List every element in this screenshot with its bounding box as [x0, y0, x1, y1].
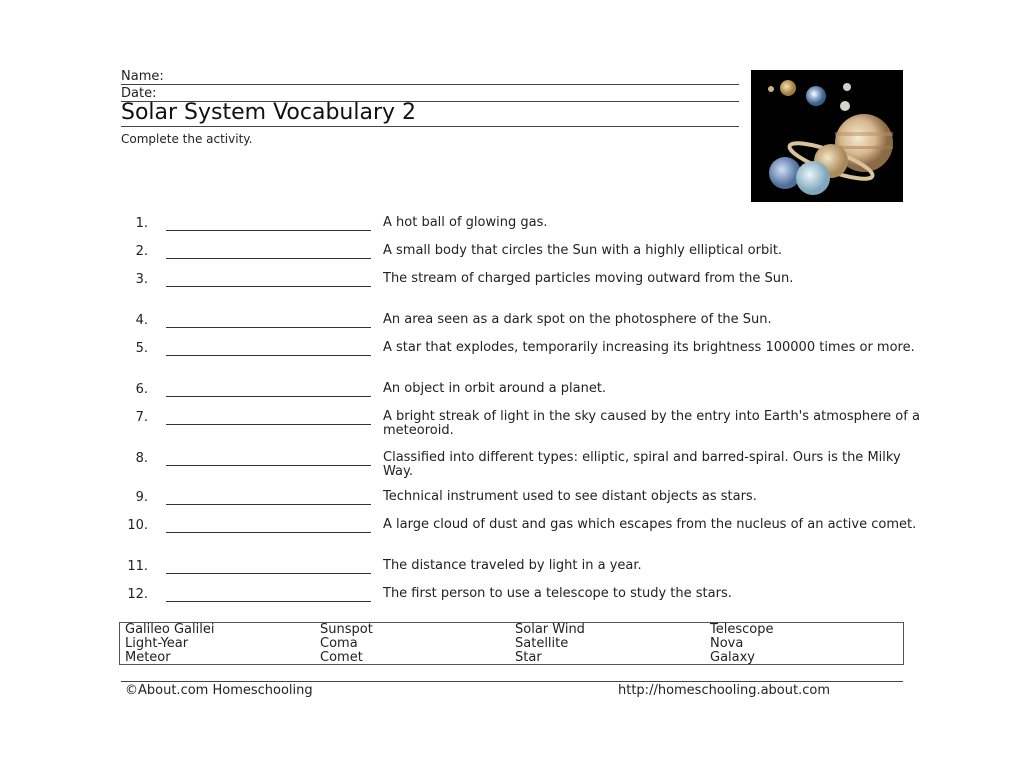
answer-blank[interactable] [166, 504, 371, 505]
word-bank-word: Light-Year [125, 636, 189, 651]
answer-blank[interactable] [166, 424, 371, 425]
word-bank-word: Nova [710, 636, 744, 651]
footer-divider [121, 681, 903, 682]
name-line [121, 84, 739, 85]
question-number: 8. [135, 451, 148, 466]
word-bank-word: Satellite [515, 636, 569, 651]
answer-blank[interactable] [166, 532, 371, 533]
answer-blank[interactable] [166, 286, 371, 287]
question-definition: The stream of charged particles moving outward from the Sun. [383, 271, 794, 286]
name-label: Name: [121, 69, 164, 84]
instructions: Complete the activity. [121, 132, 253, 146]
question-definition: A star that explodes, temporarily increasing its brightness 100000 times or more. [383, 340, 915, 355]
question-number: 4. [135, 313, 148, 328]
word-bank [119, 622, 904, 665]
solar-system-planets-image [751, 70, 903, 202]
question-number: 2. [135, 244, 148, 259]
question-definition: A hot ball of glowing gas. [383, 215, 548, 230]
planets-illustration [751, 70, 903, 202]
question-number: 6. [135, 382, 148, 397]
word-bank-word: Comet [320, 650, 363, 665]
question-definition: An object in orbit around a planet. [383, 381, 607, 396]
question-number: 12. [127, 587, 148, 602]
word-bank-word: Telescope [710, 622, 774, 637]
page-title: Solar System Vocabulary 2 [121, 100, 417, 125]
date-label: Date: [121, 86, 157, 101]
answer-blank[interactable] [166, 601, 371, 602]
question-number: 7. [135, 410, 148, 425]
footer-copyright: ©About.com Homeschooling [125, 683, 313, 698]
word-bank-word: Galaxy [710, 650, 756, 665]
answer-blank[interactable] [166, 355, 371, 356]
question-definition: A bright streak of light in the sky caused by the entry into Earth's atmosphere of a meteoroid. [383, 409, 920, 438]
question-definition: A small body that circles the Sun with a highly elliptical orbit. [383, 243, 783, 258]
word-bank-word: Meteor [125, 650, 171, 665]
answer-blank[interactable] [166, 573, 371, 574]
question-number: 10. [127, 518, 148, 533]
question-definition: Classified into different types: elliptic, spiral and barred-spiral. Ours is the Milky Way. [383, 450, 901, 479]
word-bank-word: Galileo Galilei [125, 622, 215, 637]
question-number: 11. [127, 559, 148, 574]
answer-blank[interactable] [166, 258, 371, 259]
answer-blank[interactable] [166, 230, 371, 231]
word-bank-word: Solar Wind [515, 622, 585, 637]
footer-url: http://homeschooling.about.com [618, 683, 830, 698]
question-number: 9. [135, 490, 148, 505]
question-number: 5. [135, 341, 148, 356]
word-bank-word: Star [515, 650, 542, 665]
question-number: 3. [135, 272, 148, 287]
question-definition: An area seen as a dark spot on the photosphere of the Sun. [383, 312, 772, 327]
word-bank-word: Coma [320, 636, 358, 651]
answer-blank[interactable] [166, 396, 371, 397]
answer-blank[interactable] [166, 465, 371, 466]
word-bank-word: Sunspot [320, 622, 373, 637]
title-underline [121, 126, 739, 127]
answer-blank[interactable] [166, 327, 371, 328]
question-definition: Technical instrument used to see distant objects as stars. [383, 489, 757, 504]
question-definition: A large cloud of dust and gas which escapes from the nucleus of an active comet. [383, 517, 917, 532]
question-number: 1. [135, 216, 148, 231]
question-definition: The distance traveled by light in a year. [383, 558, 642, 573]
question-definition: The first person to use a telescope to study the stars. [383, 586, 732, 601]
